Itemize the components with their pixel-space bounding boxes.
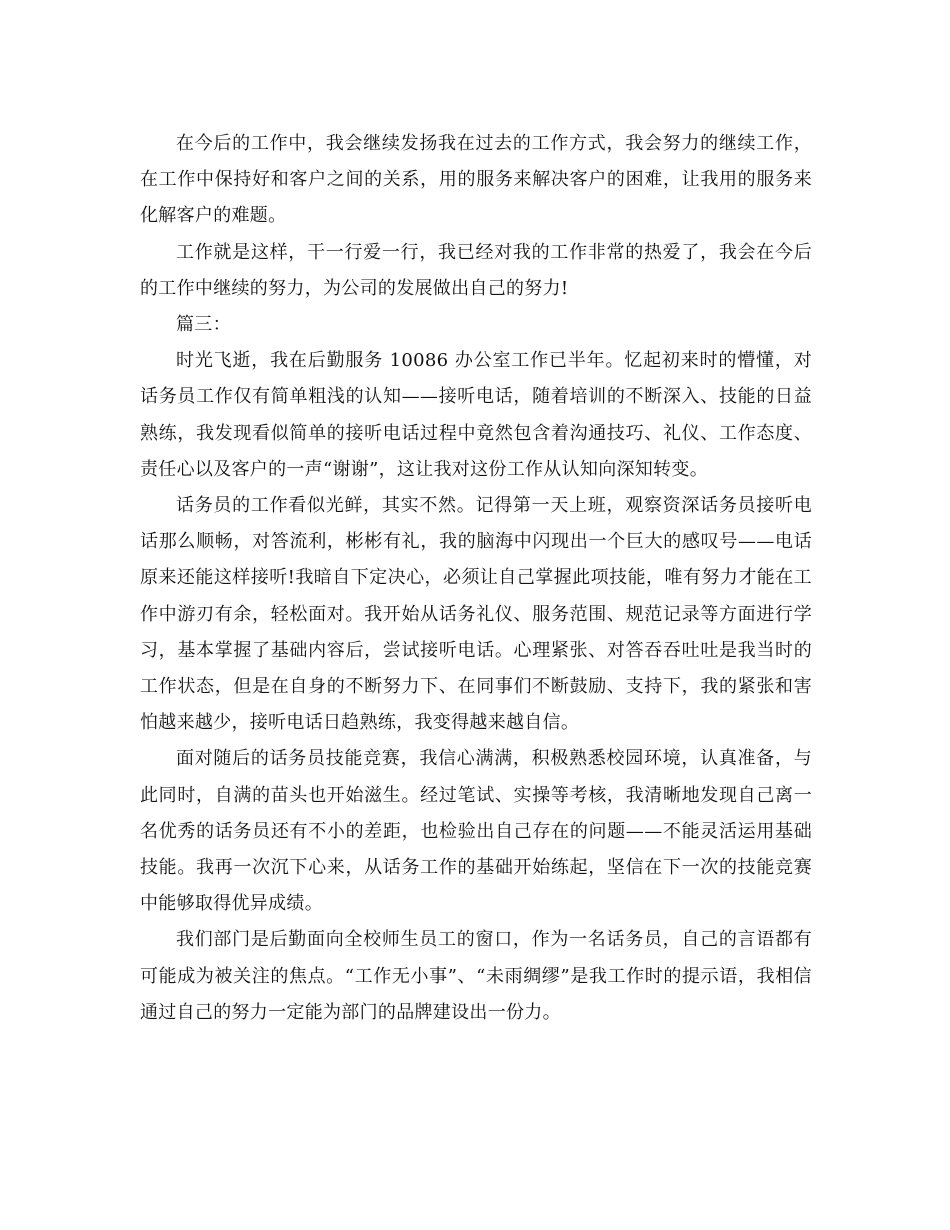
paragraph-skills-competition: 面对随后的话务员技能竞赛，我信心满满，积极熟悉校园环境，认真准备，与此同时，自满的苗头也开始滋生。经过笔试、实操等考核，我清晰地发现自己离一名优秀的话务员还有不小的差距，也检验出自己存在的问题——不能灵活运用基础技能。我再一次沉下心来，从话务工作的基础开始练起，坚信在下一次的技能竞赛中能够取得优异成绩。 bbox=[140, 748, 812, 915]
paragraph-future-work: 在今后的工作中，我会继续发扬我在过去的工作方式，我会努力的继续工作，在工作中保持好和客户之间的关系，用的服务来解决客户的困难，让我用的服务来化解客户的难题。 bbox=[140, 133, 812, 227]
section-heading-part-three: 篇三： bbox=[176, 314, 231, 336]
paragraph-operator-work: 话务员的工作看似光鲜，其实不然。记得第一天上班，观察资深话务员接听电话那么顺畅，对答流利，彬彬有礼，我的脑海中闪现出一个巨大的感叹号——电话原来还能这样接听!我暗自下定决心，必须让自己掌握此项技能，唯有努力才能在工作中游刃有余，轻松面对。我开始从话务礼仪、服务范围、规范记录等方面进行学习，基本掌握了基础内容后，尝试接听电话。心理紧张、对答吞吞吐吐是我当时的工作状态，但是在自身的不断努力下、在同事们不断鼓励、支持下，我的紧张和害怕越来越少，接听电话日趋熟练，我变得越来越自信。 bbox=[140, 495, 812, 734]
document-body bbox=[140, 126, 812, 1031]
paragraph-love-work: 工作就是这样，干一行爱一行，我已经对我的工作非常的热爱了，我会在今后的工作中继续的努力，为公司的发展做出自己的努力! bbox=[140, 241, 812, 299]
paragraph-department-window: 我们部门是后勤面向全校师生员工的窗口，作为一名话务员，自己的言语都有可能成为被关注的焦点。“工作无小事”、“未雨绸缪”是我工作时的提示语，我相信通过自己的努力一定能为部门的品牌建设出一份力。 bbox=[140, 929, 812, 1023]
paragraph-time-flies: 时光飞逝，我在后勤服务 10086 办公室工作已半年。忆起初来时的懵懂，对话务员工作仅有简单粗浅的认知——接听电话，随着培训的不断深入、技能的日益熟练，我发现看似简单的接听电话过程中竟然包含着沟通技巧、礼仪、工作态度、责任心以及客户的一声“谢谢”，这让我对这份工作从认知向深知转变。 bbox=[140, 350, 812, 480]
